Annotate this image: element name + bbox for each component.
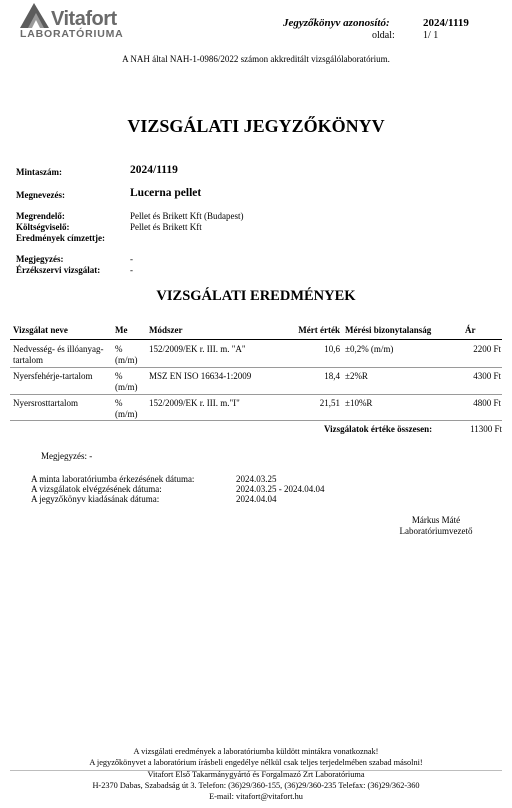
sensory-label: Érzékszervi vizsgálat: <box>16 265 101 275</box>
total-value: 11300 Ft <box>470 424 502 434</box>
row-price: 4800 Ft <box>473 398 501 408</box>
row-unit: % <box>115 371 123 381</box>
issue-date-label: A jegyzőkönyv kiadásának dátuma: <box>31 494 160 504</box>
row-unit: % <box>115 398 123 408</box>
logo-name: Vitafort <box>51 8 117 30</box>
protocol-id-value: 2024/1119 <box>423 17 469 29</box>
test-period-value: 2024.03.25 - 2024.04.04 <box>236 484 325 494</box>
row-unit-cont: (m/m) <box>115 409 138 419</box>
protocol-id-label: Jegyzőkönyv azonosító: <box>283 17 390 29</box>
logo-subtitle: LABORATÓRIUMA <box>20 28 124 40</box>
row-unit-cont: (m/m) <box>115 382 138 392</box>
row-name: Nyersfehérje-tartalom <box>13 371 93 381</box>
row-measured: 10,6 <box>324 344 340 354</box>
col-header-price: Ár <box>465 325 476 335</box>
remark-label: Megjegyzés: <box>16 254 64 264</box>
received-date-value: 2024.03.25 <box>236 474 277 484</box>
footer-disclaimer-2: A jegyzőkönyvet a laboratórium írásbeli engedélye nélkül csak teljes terjedelmében szabad másolni! <box>89 758 423 767</box>
row-divider <box>10 394 502 395</box>
payer-label: Költségviselő: <box>16 222 70 232</box>
page-value: 1/ 1 <box>423 30 439 41</box>
row-name: Nyersrosttartalom <box>13 398 78 408</box>
row-unit: % <box>115 344 123 354</box>
remark-value: - <box>130 254 133 264</box>
table-header-divider <box>10 339 502 340</box>
signatory-role: Laboratóriumvezető <box>399 526 473 536</box>
row-price: 2200 Ft <box>473 344 501 354</box>
row-name-cont: tartalom <box>13 355 43 365</box>
col-header-name: Vizsgálat neve <box>13 325 68 335</box>
footer-company: Vitafort Első Takarmánygyártó és Forgalmazó Zrt Laboratóriuma <box>147 770 365 779</box>
results-title: VIZSGÁLATI EREDMÉNYEK <box>156 288 356 304</box>
footer-address: H-2370 Dabas, Szabadság út 3. Telefon: (36)29/360-155, (36)29/360-235 Telefax: (36)29/362-360 <box>92 781 420 790</box>
footer-disclaimer-1: A vizsgálati eredmények a laboratóriumba küldött mintákra vonatkoznak! <box>133 747 379 756</box>
row-unit-cont: (m/m) <box>115 355 138 365</box>
row-measured: 18,4 <box>324 371 340 381</box>
name-value: Lucerna pellet <box>130 187 202 199</box>
col-header-uncertainty: Mérési bizonytalanság <box>345 325 432 335</box>
row-uncertainty: ±10%R <box>345 398 373 408</box>
row-divider <box>10 420 502 421</box>
row-measured: 21,51 <box>319 398 340 408</box>
row-divider <box>10 367 502 368</box>
payer-value: Pellet és Brikett Kft <box>130 222 202 232</box>
company-logo <box>18 2 128 40</box>
sample-no-value: 2024/1119 <box>130 164 178 176</box>
total-label: Vizsgálatok értéke összesen: <box>324 424 433 434</box>
sample-no-label: Mintaszám: <box>16 167 62 177</box>
row-method: 152/2009/EK r. III. m."I" <box>149 398 240 408</box>
name-label: Megnevezés: <box>16 190 65 200</box>
received-date-label: A minta laboratóriumba érkezésének dátuma: <box>31 474 195 484</box>
client-value: Pellet és Brikett Kft (Budapest) <box>130 211 244 221</box>
row-uncertainty: ±0,2% (m/m) <box>345 344 394 354</box>
row-method: MSZ EN ISO 16634-1:2009 <box>149 371 252 381</box>
test-period-label: A vizsgálatok elvégzésének dátuma: <box>31 484 162 494</box>
signatory-name: Márkus Máté <box>411 515 461 525</box>
row-method: 152/2009/EK r. III. m. "A" <box>149 344 246 354</box>
row-price: 4300 Ft <box>473 371 501 381</box>
client-label: Megrendelő: <box>16 211 65 221</box>
logo-triangle-icon <box>18 2 52 30</box>
issue-date-value: 2024.04.04 <box>236 494 277 504</box>
recipient-label: Eredmények címzettje: <box>16 233 106 243</box>
row-name: Nedvesség- és illóanyag- <box>13 344 104 354</box>
accreditation-note: A NAH által NAH-1-0986/2022 számon akkreditált vizsgálólaboratórium. <box>122 54 390 64</box>
results-note: Megjegyzés: - <box>41 451 93 461</box>
col-header-unit: Me <box>115 325 128 335</box>
page-label: oldal: <box>372 30 395 41</box>
row-uncertainty: ±2%R <box>345 371 368 381</box>
col-header-measured: Mért érték <box>298 325 340 335</box>
footer-email: E-mail: vitafort@vitafort.hu <box>209 792 303 801</box>
sensory-value: - <box>130 265 133 275</box>
col-header-method: Módszer <box>149 325 183 335</box>
document-title: VIZSGÁLATI JEGYZŐKÖNYV <box>127 116 385 136</box>
